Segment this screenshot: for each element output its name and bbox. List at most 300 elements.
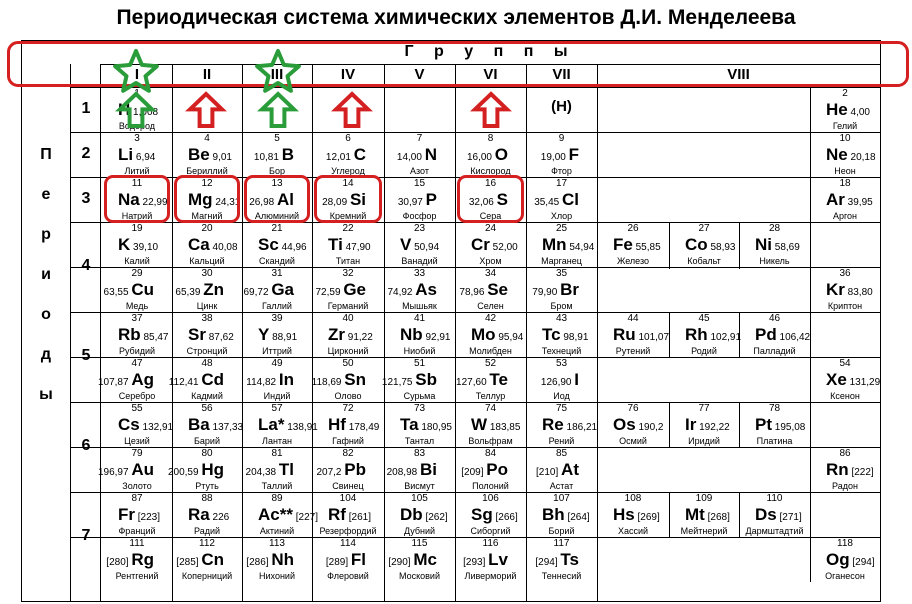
element-symbol: V bbox=[400, 235, 412, 254]
element-symbol: Mo bbox=[471, 325, 496, 344]
atomic-mass: [280] bbox=[106, 557, 132, 568]
element-symbol: Ca bbox=[188, 235, 210, 254]
atomic-number: 84 bbox=[484, 448, 497, 459]
atomic-mass: 92,91 bbox=[422, 332, 451, 343]
element-symbol: Po bbox=[486, 460, 508, 479]
element-symbol: Ti bbox=[328, 235, 343, 254]
element-name: Астат bbox=[549, 481, 574, 491]
element-name: Теннесий bbox=[541, 571, 582, 581]
element-name: Селен bbox=[477, 301, 504, 311]
group-number: VIII bbox=[727, 66, 750, 83]
atomic-mass: 1,008 bbox=[130, 107, 159, 118]
element-symbol: As bbox=[415, 280, 437, 299]
atomic-mass: 200,59 bbox=[167, 467, 202, 478]
atomic-mass: 118,69 bbox=[311, 377, 345, 388]
element-symbol: Sg bbox=[471, 505, 493, 524]
atomic-number: 25 bbox=[555, 223, 568, 234]
element-symbol: Ru bbox=[613, 325, 636, 344]
atomic-mass: 112,41 bbox=[168, 377, 202, 388]
element-symbol: Zr bbox=[328, 325, 345, 344]
atomic-number: 107 bbox=[553, 493, 570, 504]
atomic-number: 76 bbox=[627, 403, 639, 414]
atomic-number: 51 bbox=[413, 358, 426, 369]
element-name: Медь bbox=[125, 301, 149, 311]
up-arrow-outline-icon bbox=[120, 94, 152, 126]
element-name: Московий bbox=[399, 571, 440, 581]
atomic-number: 104 bbox=[339, 493, 357, 504]
atomic-number: 23 bbox=[413, 223, 426, 234]
element-symbol: Fl bbox=[350, 550, 366, 569]
period-number: 4 bbox=[81, 257, 91, 274]
element-symbol: Hf bbox=[328, 415, 346, 434]
atomic-mass: 4,00 bbox=[847, 107, 870, 118]
element-symbol: In bbox=[278, 370, 294, 389]
atomic-mass: 91,22 bbox=[345, 332, 373, 343]
atomic-number: 74 bbox=[484, 403, 497, 414]
atomic-mass: 26,98 bbox=[249, 197, 277, 208]
atomic-number: 48 bbox=[201, 358, 213, 369]
atomic-number: 22 bbox=[342, 223, 354, 234]
atomic-mass: 83,80 bbox=[844, 287, 873, 298]
atomic-mass: 39,10 bbox=[130, 242, 159, 253]
element-symbol: Ds bbox=[755, 505, 777, 524]
element-symbol: Sr bbox=[188, 325, 206, 344]
atomic-number: 115 bbox=[411, 538, 428, 549]
element-name: Полоний bbox=[472, 481, 509, 491]
group-number: VII bbox=[552, 66, 571, 83]
atomic-number: 87 bbox=[131, 493, 143, 504]
atomic-number: 43 bbox=[555, 313, 568, 324]
element-name: Фосфор bbox=[402, 211, 437, 221]
element-symbol: I bbox=[574, 370, 579, 389]
element-symbol: Ge bbox=[343, 280, 366, 299]
atomic-mass: [271] bbox=[776, 512, 802, 523]
element-name: Цезий bbox=[124, 436, 150, 446]
element-name: Ливерморий bbox=[464, 571, 517, 581]
atomic-mass: [261] bbox=[345, 512, 371, 523]
atomic-number: 112 bbox=[199, 538, 215, 549]
atomic-mass: 69,72 bbox=[243, 287, 272, 298]
periods-label-letter: П bbox=[40, 146, 52, 163]
atomic-mass: 107,87 bbox=[97, 377, 132, 388]
element-name: Рутений bbox=[615, 346, 651, 356]
element-name: Рений bbox=[548, 436, 575, 446]
atomic-number: 57 bbox=[271, 403, 283, 414]
element-symbol: Co bbox=[685, 235, 708, 254]
atomic-number: 46 bbox=[768, 313, 781, 324]
atomic-number: 29 bbox=[131, 268, 143, 279]
element-symbol: Ir bbox=[685, 415, 697, 434]
atomic-number: 8 bbox=[487, 133, 494, 144]
element-symbol: Sb bbox=[415, 370, 437, 389]
element-symbol: Og bbox=[826, 550, 850, 569]
atomic-number: 33 bbox=[413, 268, 426, 279]
atomic-number: 117 bbox=[553, 538, 570, 549]
atomic-number: 44 bbox=[627, 313, 639, 324]
element-symbol: Ar bbox=[826, 190, 845, 209]
element-symbol: P bbox=[425, 190, 437, 209]
atomic-mass: 79,90 bbox=[532, 287, 561, 298]
element-symbol: Se bbox=[487, 280, 508, 299]
element-symbol: Os bbox=[613, 415, 636, 434]
element-symbol: Pd bbox=[755, 325, 777, 344]
atomic-mass: 28,09 bbox=[322, 197, 350, 208]
atomic-number: 49 bbox=[271, 358, 283, 369]
atomic-mass: 52,00 bbox=[489, 242, 518, 253]
atomic-mass: 127,60 bbox=[456, 377, 490, 388]
atomic-mass: 10,81 bbox=[253, 152, 282, 163]
element-symbol: Cu bbox=[131, 280, 154, 299]
groups-header: Г р у п п ы bbox=[404, 43, 576, 60]
atomic-number: 53 bbox=[555, 358, 568, 369]
atomic-mass: 190,2 bbox=[635, 422, 664, 433]
element-symbol: Ag bbox=[131, 370, 154, 389]
atomic-mass: 58,69 bbox=[772, 242, 800, 253]
element-name: Кобальт bbox=[687, 256, 721, 266]
element-name: Цирконий bbox=[327, 346, 369, 356]
atomic-mass: 101,07 bbox=[635, 332, 670, 343]
element-symbol: Fr bbox=[118, 505, 135, 524]
atomic-number: 109 bbox=[695, 493, 713, 504]
atomic-mass: 192,22 bbox=[696, 422, 730, 433]
atomic-mass: 106,42 bbox=[776, 332, 811, 343]
atomic-mass: 74,92 bbox=[387, 287, 416, 298]
element-name: Алюминий bbox=[254, 211, 300, 221]
star-outline-icon bbox=[115, 51, 157, 91]
atomic-mass: [227] bbox=[292, 512, 318, 523]
element-name: Сиборгий bbox=[470, 526, 511, 536]
element-name: Ниобий bbox=[403, 346, 436, 356]
atomic-number: 82 bbox=[342, 448, 354, 459]
atomic-mass: 196,97 bbox=[97, 467, 132, 478]
periods-label-letter: о bbox=[41, 306, 51, 323]
element-name: Тантал bbox=[404, 436, 435, 446]
element-name: Рентгений bbox=[115, 571, 159, 581]
atomic-number: 113 bbox=[269, 538, 285, 549]
element-symbol: Te bbox=[489, 370, 508, 389]
atomic-mass: [269] bbox=[634, 512, 660, 523]
element-name: Углерод bbox=[331, 166, 365, 176]
element-name: Теллур bbox=[475, 391, 506, 401]
element-name: Кислород bbox=[470, 166, 511, 176]
atomic-number: 30 bbox=[201, 268, 213, 279]
atomic-mass: 47,90 bbox=[342, 242, 371, 253]
atomic-number: 12 bbox=[201, 178, 213, 189]
atomic-mass: [294] bbox=[849, 557, 875, 568]
atomic-number: 116 bbox=[482, 538, 499, 549]
atomic-mass: 195,08 bbox=[772, 422, 806, 433]
element-name: Скандий bbox=[259, 256, 295, 266]
atomic-mass: [285] bbox=[176, 557, 202, 568]
element-name: Молибден bbox=[469, 346, 512, 356]
element-name: Цинк bbox=[196, 301, 218, 311]
element-symbol: S bbox=[496, 190, 508, 209]
element-name: Золото bbox=[122, 481, 152, 491]
atomic-number: 54 bbox=[839, 358, 851, 369]
period-number: 6 bbox=[81, 437, 91, 454]
element-symbol: N bbox=[424, 145, 437, 164]
atomic-number: 55 bbox=[131, 403, 143, 414]
element-symbol: C bbox=[353, 145, 366, 164]
atomic-mass: 183,85 bbox=[487, 422, 521, 433]
atomic-number: 21 bbox=[271, 223, 283, 234]
atomic-number: 39 bbox=[271, 313, 283, 324]
element-name: Ванадий bbox=[401, 256, 438, 266]
element-name: Аргон bbox=[832, 211, 858, 221]
element-name: Осмий bbox=[619, 436, 647, 446]
atomic-mass: [268] bbox=[704, 512, 730, 523]
atomic-number: 86 bbox=[839, 448, 851, 459]
atomic-number: 42 bbox=[484, 313, 497, 324]
atomic-mass: 12,01 bbox=[325, 152, 354, 163]
group-number: I bbox=[134, 66, 140, 83]
element-symbol: Ga bbox=[271, 280, 294, 299]
up-arrow-outline-icon bbox=[475, 94, 507, 126]
atomic-number: 16 bbox=[484, 178, 497, 189]
element-name: Флеровий bbox=[327, 571, 369, 581]
element-name: Рубидий bbox=[118, 346, 156, 356]
atomic-mass: 88,91 bbox=[269, 332, 298, 343]
atomic-mass: 98,91 bbox=[560, 332, 589, 343]
atomic-mass: [266] bbox=[492, 512, 518, 523]
element-symbol: Cd bbox=[201, 370, 224, 389]
period-number: 5 bbox=[81, 347, 91, 364]
element-name: Индий bbox=[263, 391, 291, 401]
element-symbol: Nh bbox=[271, 550, 294, 569]
element-name: Мейтнерий bbox=[680, 526, 728, 536]
element-symbol: Xe bbox=[826, 370, 847, 389]
periods-label-letter: р bbox=[41, 226, 51, 243]
element-name: Платина bbox=[756, 436, 793, 446]
element-name: Железо bbox=[617, 256, 649, 266]
element-name: Магний bbox=[191, 211, 223, 221]
element-symbol: Li bbox=[118, 145, 134, 164]
atomic-number: 2 bbox=[842, 88, 848, 99]
element-name: Марганец bbox=[541, 256, 582, 266]
atomic-mass: 35,45 bbox=[534, 197, 562, 208]
element-name: Родий bbox=[691, 346, 717, 356]
periods-label-letter: и bbox=[41, 266, 51, 283]
element-symbol: K bbox=[118, 235, 131, 254]
element-name: Кадмий bbox=[191, 391, 223, 401]
up-arrow-outline-icon bbox=[190, 94, 222, 126]
element-symbol: Ra bbox=[188, 505, 210, 524]
star-outline-icon bbox=[257, 51, 299, 91]
element-symbol: Na bbox=[118, 190, 140, 209]
atomic-number: 111 bbox=[129, 538, 145, 549]
atomic-mass: 186,21 bbox=[563, 422, 598, 433]
element-name: Кремний bbox=[329, 211, 367, 221]
periods-label-letter: д bbox=[40, 346, 52, 363]
element-symbol: Hs bbox=[613, 505, 635, 524]
atomic-number: 85 bbox=[555, 448, 568, 459]
element-name: Хассий bbox=[617, 526, 649, 536]
atomic-number: 17 bbox=[555, 178, 568, 189]
atomic-mass: [290] bbox=[388, 557, 414, 568]
element-symbol: Bh bbox=[542, 505, 565, 524]
element-name: Стронций bbox=[186, 346, 228, 356]
hydrogen-group-vii-placeholder: (H) bbox=[551, 98, 572, 115]
element-name: Актиний bbox=[259, 526, 295, 536]
element-symbol: He bbox=[826, 100, 848, 119]
element-symbol: Cr bbox=[471, 235, 490, 254]
atomic-number: 7 bbox=[416, 133, 423, 144]
element-symbol: Db bbox=[400, 505, 423, 524]
atomic-mass: 131,29 bbox=[846, 377, 881, 388]
element-name: Ртуть bbox=[195, 481, 219, 491]
atomic-number: 20 bbox=[201, 223, 213, 234]
element-symbol: O bbox=[494, 145, 508, 164]
atomic-mass: 114,82 bbox=[246, 377, 279, 388]
atomic-number: 114 bbox=[340, 538, 356, 549]
atomic-number: 52 bbox=[484, 358, 497, 369]
atomic-mass: 204,38 bbox=[245, 467, 279, 478]
element-symbol: Rh bbox=[685, 325, 708, 344]
element-symbol: Mn bbox=[542, 235, 567, 254]
atomic-mass: 208,98 bbox=[386, 467, 420, 478]
element-name: Натрий bbox=[121, 211, 153, 221]
atomic-mass: [210] bbox=[536, 467, 562, 478]
up-arrow-outline-icon bbox=[336, 94, 368, 126]
atomic-mass: [222] bbox=[848, 467, 874, 478]
atomic-mass: 14,00 bbox=[396, 152, 425, 163]
element-name: Гафний bbox=[332, 436, 364, 446]
atomic-number: 56 bbox=[201, 403, 213, 414]
atomic-mass: [294] bbox=[535, 557, 561, 568]
element-name: Таллий bbox=[261, 481, 293, 491]
atomic-mass: 50,94 bbox=[411, 242, 440, 253]
element-symbol: Si bbox=[349, 190, 366, 209]
element-symbol: Tl bbox=[278, 460, 294, 479]
element-symbol: La* bbox=[258, 415, 285, 434]
period-number: 2 bbox=[81, 144, 91, 162]
atomic-number: 77 bbox=[698, 403, 710, 414]
atomic-number: 73 bbox=[413, 403, 426, 414]
atomic-number: 81 bbox=[271, 448, 283, 459]
atomic-mass: 102,91 bbox=[707, 332, 742, 343]
element-name: Хром bbox=[479, 256, 502, 266]
atomic-mass: [223] bbox=[135, 512, 161, 523]
atomic-number: 78 bbox=[768, 403, 781, 414]
element-name: Олово bbox=[334, 391, 362, 401]
element-symbol: Ni bbox=[755, 235, 772, 254]
element-name: Борий bbox=[548, 526, 575, 536]
atomic-mass: 6,94 bbox=[133, 152, 156, 163]
atomic-mass: 30,97 bbox=[397, 197, 426, 208]
atomic-mass: 207,2 bbox=[316, 467, 345, 478]
atomic-mass: [264] bbox=[564, 512, 590, 523]
atomic-mass: 63,55 bbox=[103, 287, 132, 298]
element-name: Литий bbox=[124, 166, 150, 176]
atomic-number: 88 bbox=[201, 493, 213, 504]
element-name: Висмут bbox=[404, 481, 435, 491]
element-symbol: Be bbox=[188, 145, 210, 164]
group-number: II bbox=[202, 66, 212, 83]
atomic-number: 26 bbox=[627, 223, 639, 234]
element-name: Иод bbox=[553, 391, 570, 401]
atomic-number: 24 bbox=[484, 223, 497, 234]
atomic-number: 32 bbox=[342, 268, 354, 279]
element-symbol: Pt bbox=[755, 415, 772, 434]
atomic-number: 35 bbox=[555, 268, 568, 279]
atomic-mass: [286] bbox=[246, 557, 272, 568]
element-symbol: Mt bbox=[685, 505, 705, 524]
element-name: Франций bbox=[118, 526, 156, 536]
atomic-number: 19 bbox=[131, 223, 143, 234]
element-name: Бром bbox=[550, 301, 573, 311]
atomic-number: 13 bbox=[271, 178, 283, 189]
element-name: Галлий bbox=[262, 301, 292, 311]
element-name: Кальций bbox=[189, 256, 225, 266]
element-name: Титан bbox=[335, 256, 361, 266]
atomic-number: 105 bbox=[411, 493, 428, 504]
period-number: 1 bbox=[81, 99, 91, 117]
atomic-number: 34 bbox=[484, 268, 497, 279]
atomic-mass: 54,94 bbox=[566, 242, 595, 253]
element-symbol: Y bbox=[258, 325, 270, 344]
element-symbol: H bbox=[118, 100, 131, 119]
element-name: Серебро bbox=[118, 391, 156, 401]
element-name: Радон bbox=[832, 481, 858, 491]
atomic-number: 27 bbox=[698, 223, 710, 234]
atomic-number: 75 bbox=[555, 403, 568, 414]
atomic-number: 45 bbox=[698, 313, 710, 324]
atomic-mass: 72,59 bbox=[315, 287, 344, 298]
element-name: Криптон bbox=[827, 301, 863, 311]
element-symbol: Ta bbox=[400, 415, 419, 434]
atomic-number: 15 bbox=[413, 178, 426, 189]
atomic-number: 118 bbox=[837, 538, 853, 549]
element-name: Нихоний bbox=[259, 571, 295, 581]
element-symbol: Zn bbox=[203, 280, 224, 299]
atomic-mass: 126,90 bbox=[540, 377, 575, 388]
element-symbol: Rg bbox=[131, 550, 154, 569]
element-name: Неон bbox=[834, 166, 856, 176]
group-number: III bbox=[270, 66, 284, 83]
element-name: Бериллий bbox=[186, 166, 228, 176]
group-number: V bbox=[414, 66, 425, 83]
atomic-number: 5 bbox=[274, 133, 280, 144]
element-symbol: Cl bbox=[562, 190, 579, 209]
period-number: 3 bbox=[81, 189, 91, 207]
element-name: Водород bbox=[118, 121, 156, 131]
element-name: Азот bbox=[410, 166, 429, 176]
element-name: Дармштадтий bbox=[745, 526, 804, 536]
atomic-mass: [293] bbox=[463, 557, 489, 568]
atomic-mass: 24,31 bbox=[212, 197, 241, 208]
atomic-mass: 132,91 bbox=[139, 422, 174, 433]
atomic-number: 4 bbox=[204, 133, 210, 144]
element-symbol: Tc bbox=[542, 325, 561, 344]
element-symbol: Ts bbox=[560, 550, 579, 569]
element-name: Палладий bbox=[753, 346, 796, 356]
atomic-number: 40 bbox=[342, 313, 354, 324]
atomic-number: 6 bbox=[345, 133, 351, 144]
atomic-mass: 9,01 bbox=[209, 152, 232, 163]
atomic-mass: 87,62 bbox=[205, 332, 234, 343]
element-symbol: Br bbox=[560, 280, 579, 299]
periods-label-letter: ы bbox=[39, 386, 53, 403]
element-symbol: Fe bbox=[613, 235, 633, 254]
element-symbol: Hg bbox=[201, 460, 224, 479]
element-name: Технеций bbox=[541, 346, 582, 356]
element-symbol: Al bbox=[277, 190, 294, 209]
atomic-number: 41 bbox=[413, 313, 426, 324]
element-symbol: Mg bbox=[188, 190, 213, 209]
atomic-mass: 32,06 bbox=[468, 197, 497, 208]
element-symbol: Nb bbox=[400, 325, 423, 344]
atomic-mass: 138,91 bbox=[284, 422, 318, 433]
